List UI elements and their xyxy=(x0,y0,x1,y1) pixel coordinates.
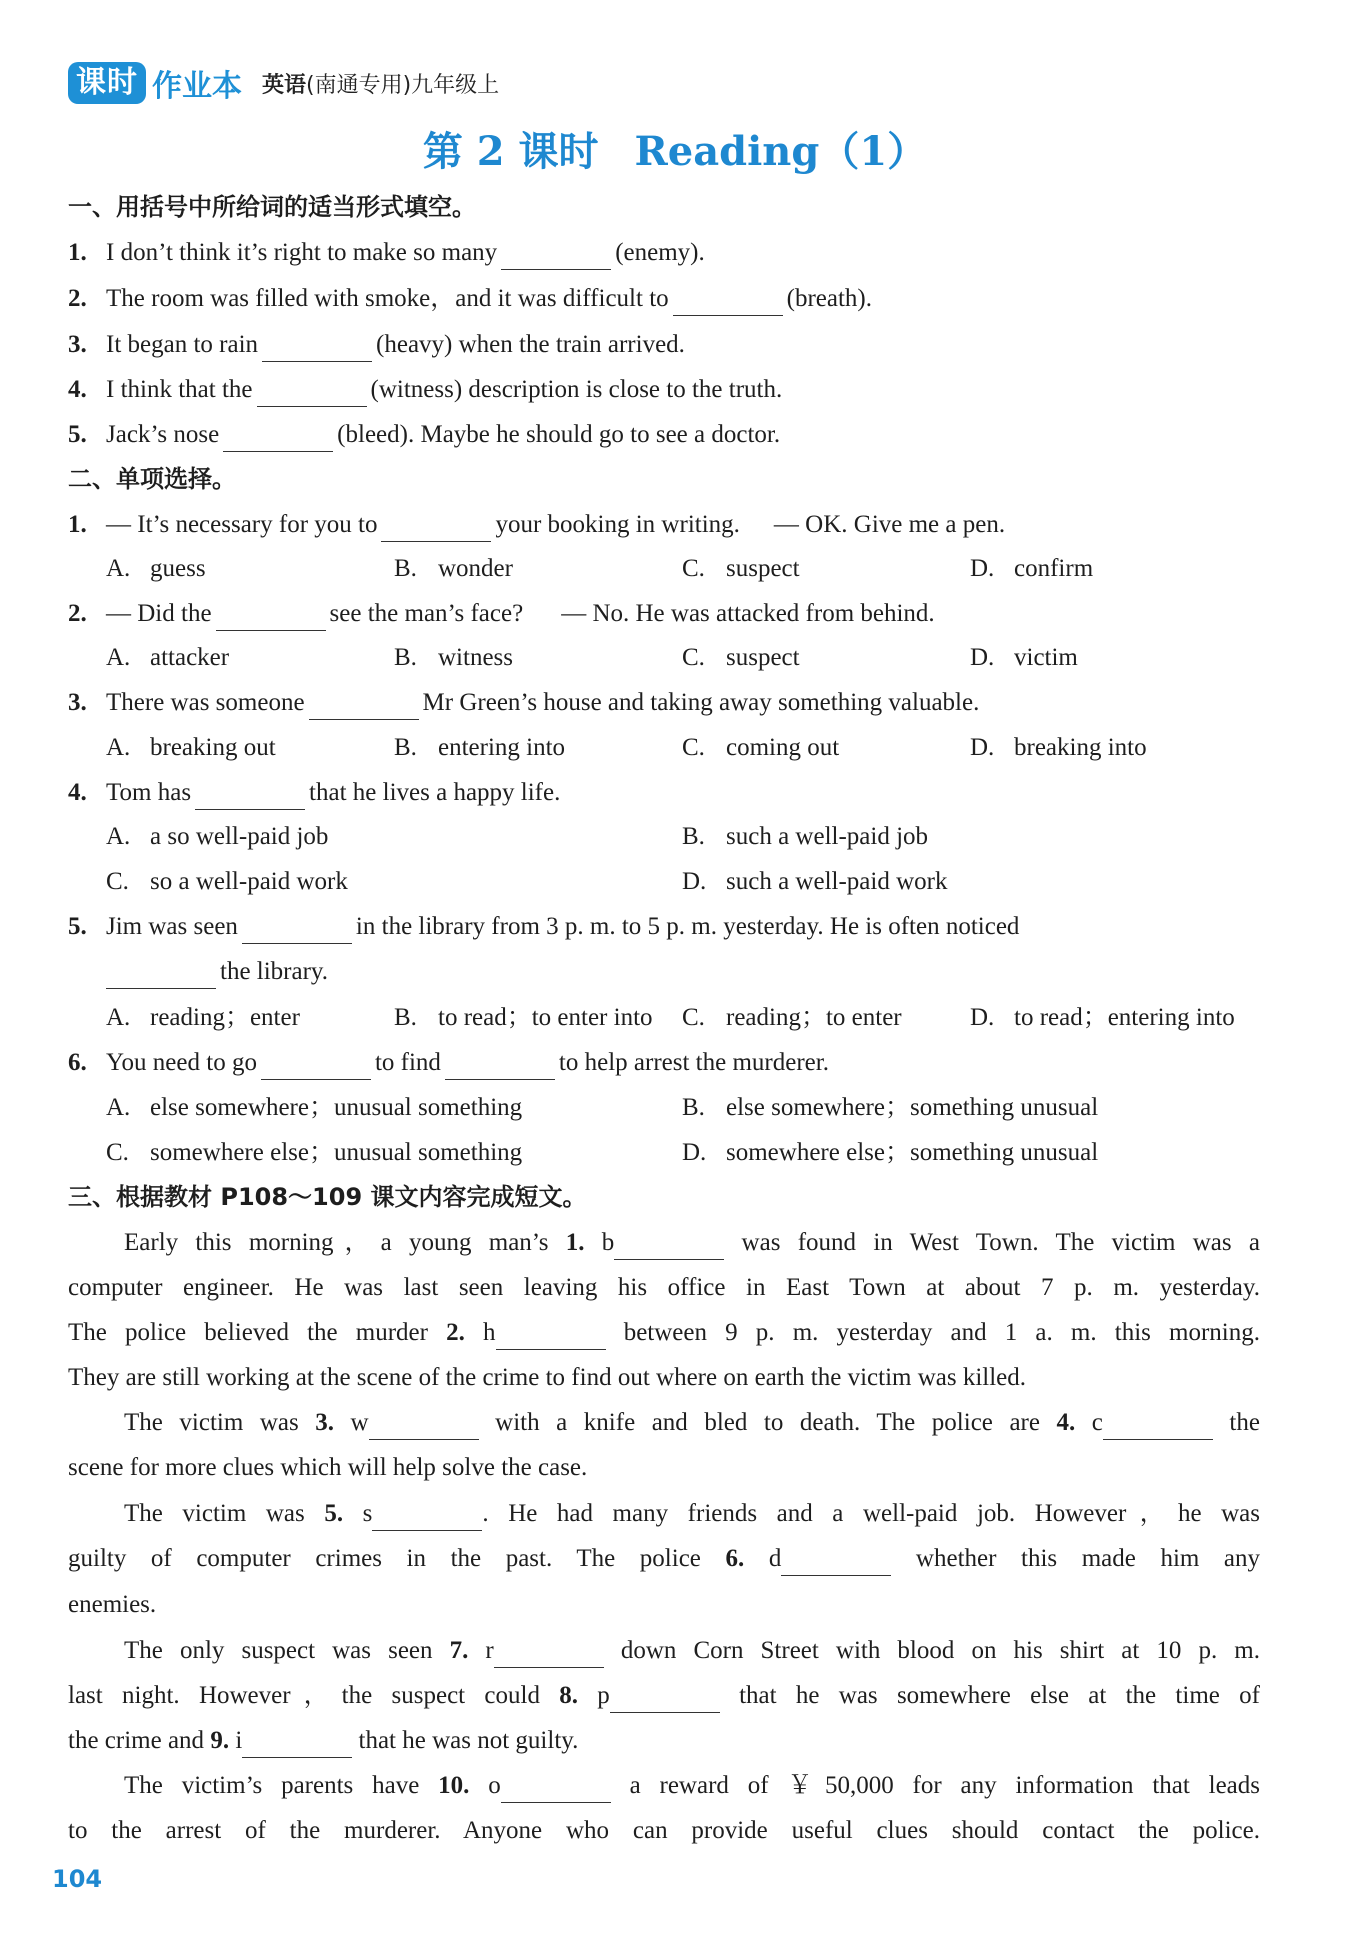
s2-q1-opt-d: D. confirm xyxy=(970,555,1094,582)
answer-blank xyxy=(262,337,372,362)
passage-line: enemies. xyxy=(68,1591,157,1618)
s2-q1-opt-a: A. guess xyxy=(106,555,206,582)
section2-heading: 二、单项选择。 xyxy=(68,465,236,493)
passage-line: The police believed the murder 2. h between 9 p. m. yesterday and 1 a. m. this morning. xyxy=(68,1316,1260,1350)
s2-q3-opt-d: D. breaking into xyxy=(970,734,1147,761)
subject-label: 英语(南通专用)九年级上 xyxy=(262,72,500,98)
s2-q6-opt-c: C. somewhere else；unusual something xyxy=(106,1139,523,1166)
book-logo: 课时 xyxy=(68,62,146,104)
passage-line: The victim was 5. s . He had many friends and a well-paid job. However，he was xyxy=(124,1497,1260,1531)
passage-line: The victim’s parents have 10. o a reward of ￥50,000 for any information that leads xyxy=(124,1769,1260,1803)
answer-blank xyxy=(501,245,611,270)
passage-line: computer engineer. He was last seen leaving his office in East Town at about 7 p. m. yesterday. xyxy=(68,1274,1260,1301)
s2-q1-opt-b: B. wonder xyxy=(394,555,513,582)
s2-q5-line2: the library. xyxy=(106,955,1306,989)
section3-heading: 三、根据教材 P108～109 课文内容完成短文。 xyxy=(68,1183,587,1211)
passage-line: last night. However，the suspect could 8. p that he was somewhere else at the time of xyxy=(68,1679,1260,1713)
s2-q4-opt-c: C. so a well-paid work xyxy=(106,868,348,895)
s2-q2-opt-d: D. victim xyxy=(970,644,1078,671)
passage-line: to the arrest of the murderer. Anyone who can provide useful clues should contact the police. xyxy=(68,1817,1260,1844)
s1-item-1: 1. I don’t think it’s right to make so many (enemy). xyxy=(68,236,1268,270)
book-header xyxy=(68,58,499,108)
passage-line: scene for more clues which will help solve the case. xyxy=(68,1454,588,1481)
s2-q2-opt-c: C. suspect xyxy=(682,644,800,671)
s2-q5-opt-c: C. reading；to enter xyxy=(682,1004,902,1031)
s2-q3-opt-a: A. breaking out xyxy=(106,734,276,761)
s2-q6-opt-a: A. else somewhere；unusual something xyxy=(106,1094,523,1121)
s1-item-5: 5. Jack’s nose (bleed). Maybe he should go to see a doctor. xyxy=(68,418,1268,452)
s2-q2-opt-b: B. witness xyxy=(394,644,513,671)
passage-line: guilty of computer crimes in the past. The police 6. d whether this made him any xyxy=(68,1542,1260,1576)
s2-q2-opt-a: A. attacker xyxy=(106,644,230,671)
s2-q4: 4. Tom has that he lives a happy life. xyxy=(68,776,1268,810)
s2-q6: 6. You need to go to find to help arrest the murderer. xyxy=(68,1046,1268,1080)
lesson-title: 第 2 课时 Reading（1） xyxy=(422,128,928,175)
answer-blank xyxy=(257,382,367,407)
s2-q3: 3. There was someone Mr Green’s house and taking away something valuable. xyxy=(68,686,1268,720)
page-number: 104 xyxy=(52,1865,103,1893)
s1-item-4: 4. I think that the (witness) description is close to the truth. xyxy=(68,373,1268,407)
s1-item-2: 2. The room was filled with smoke，and it was difficult to (breath). xyxy=(68,282,1268,316)
s2-q5-opt-d: D. to read；entering into xyxy=(970,1004,1235,1031)
section1-heading: 一、用括号中所给词的适当形式填空。 xyxy=(68,193,476,221)
passage-line: The only suspect was seen 7. r down Corn Street with blood on his shirt at 10 p. m. xyxy=(124,1634,1260,1668)
s2-q5-opt-b: B. to read；to enter into xyxy=(394,1004,653,1031)
s2-q6-opt-b: B. else somewhere；something unusual xyxy=(682,1094,1099,1121)
s2-q3-opt-c: C. coming out xyxy=(682,734,840,761)
s2-q4-opt-b: B. such a well-paid job xyxy=(682,823,929,850)
s2-q3-opt-b: B. entering into xyxy=(394,734,566,761)
s1-item-3: 3. It began to rain (heavy) when the train arrived. xyxy=(68,328,1268,362)
s2-q1: 1. — It’s necessary for you to your booking in writing. — OK. Give me a pen. xyxy=(68,508,1268,542)
passage-line: They are still working at the scene of the crime to find out where on earth the victim was killed. xyxy=(68,1364,1027,1391)
passage-line: Early this morning，a young man’s 1. b was found in West Town. The victim was a xyxy=(124,1226,1260,1260)
s2-q5-opt-a: A. reading；enter xyxy=(106,1004,300,1031)
s2-q4-opt-d: D. such a well-paid work xyxy=(682,868,948,895)
answer-blank xyxy=(223,427,333,452)
s2-q4-opt-a: A. a so well-paid job xyxy=(106,823,329,850)
s2-q6-opt-d: D. somewhere else；something unusual xyxy=(682,1139,1099,1166)
answer-blank xyxy=(673,291,783,316)
passage-line: The victim was 3. w with a knife and bled to death. The police are 4. c the xyxy=(124,1406,1260,1440)
passage-line: the crime and 9. i that he was not guilty. xyxy=(68,1724,1260,1758)
book-title: 作业本 xyxy=(152,69,242,104)
s2-q1-opt-c: C. suspect xyxy=(682,555,800,582)
s2-q5: 5. Jim was seen in the library from 3 p. m. to 5 p. m. yesterday. He is often noticed xyxy=(68,910,1268,944)
s2-q2: 2. — Did the see the man’s face? — No. He was attacked from behind. xyxy=(68,597,1268,631)
